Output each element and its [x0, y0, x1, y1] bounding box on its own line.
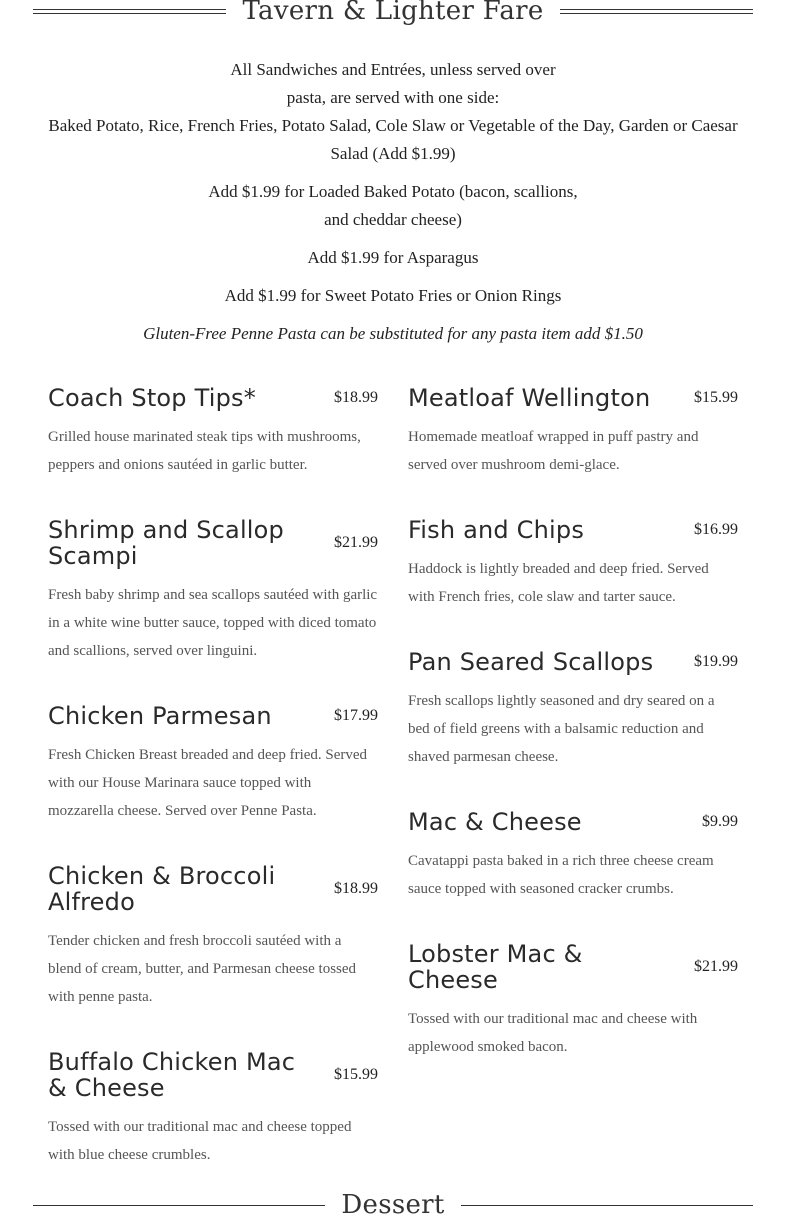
menu-item: [408, 809, 738, 903]
menu-item-header: [408, 649, 738, 675]
sides-list: Baked Potato, Rice, French Fries, Potato Salad, Cole Slaw or Vegetable of the Day, Garden or Caesar Salad (Add $1.99): [48, 116, 738, 163]
section-title: Dessert: [341, 1190, 445, 1220]
section-title: Tavern & Lighter Fare: [242, 0, 544, 26]
menu-item-header: [408, 941, 738, 993]
menu-item-name: Chicken Parmesan: [48, 702, 272, 730]
menu-item-price: $9.99: [702, 813, 738, 830]
menu-item-price: $15.99: [334, 1066, 378, 1083]
menu-item-description: Grilled house marinated steak tips with mushrooms, peppers and onions sautéed in garlic butter.: [48, 429, 361, 473]
menu-item-price: $18.99: [334, 389, 378, 406]
menu-item-description: Tender chicken and fresh broccoli sautéed with a blend of cream, butter, and Parmesan cheese tossed with penne pasta.: [48, 933, 357, 1005]
section-header-tavern: [33, 0, 753, 26]
menu-item-header: [48, 863, 378, 915]
loaded-potato-note: [33, 178, 753, 234]
menu-item-description: Haddock is lightly breaded and deep fried. Served with French fries, cole slaw and tarter sauce.: [408, 561, 709, 605]
menu-item-header: [48, 517, 378, 569]
menu-item-header: [408, 385, 738, 411]
menu-item-header: [48, 703, 378, 729]
menu-item-name: Fish and Chips: [408, 516, 585, 544]
menu-item-header: [48, 1049, 378, 1101]
menu-item-header: [408, 809, 738, 835]
menu-item-description: Tossed with our traditional mac and cheese topped with blue cheese crumbles.: [48, 1119, 352, 1163]
menu-item: [48, 703, 378, 825]
divider-left: [33, 1205, 325, 1206]
menu-item: [48, 385, 378, 479]
menu-item: [408, 385, 738, 479]
menu-item-name: Pan Seared Scallops: [408, 648, 654, 676]
menu-item: [48, 1049, 378, 1169]
divider-right: [560, 9, 753, 14]
menu-item-description: Fresh baby shrimp and sea scallops sautéed with garlic in a white wine butter sauce, topped with diced tomato and scallions, served over linguini.: [48, 587, 378, 659]
menu-item-name: Mac & Cheese: [408, 808, 582, 836]
menu-item-price: $21.99: [334, 534, 378, 551]
asparagus-note: Add $1.99 for Asparagus: [307, 248, 479, 267]
menu-item-name: Chicken & Broccoli Alfredo: [48, 862, 276, 916]
menu-item-description: Fresh scallops lightly seasoned and dry seared on a bed of field greens with a balsamic reduction and shaved parmesan cheese.: [408, 693, 715, 765]
divider-right: [461, 1205, 753, 1206]
menu-item-header: [48, 385, 378, 411]
menu-item-price: $18.99: [334, 880, 378, 897]
loaded-line-2: and cheddar cheese): [324, 210, 462, 229]
gluten-free-note: Gluten-Free Penne Pasta can be substituted for any pasta item add $1.50: [143, 324, 643, 343]
menu-item-description: Cavatappi pasta baked in a rich three cheese cream sauce topped with seasoned cracker crumbs.: [408, 853, 714, 897]
menu-item-description: Tossed with our traditional mac and cheese with applewood smoked bacon.: [408, 1011, 698, 1055]
menu-item-header: [408, 517, 738, 543]
intro-line-2: pasta, are served with one side:: [286, 88, 500, 107]
menu-item-price: $21.99: [694, 958, 738, 975]
menu-item-name: Coach Stop Tips*: [48, 384, 256, 412]
menu-item-price: $19.99: [694, 653, 738, 670]
sides-note: [33, 56, 753, 168]
divider-left: [33, 9, 226, 14]
menu-item-price: $17.99: [334, 707, 378, 724]
menu-item-name: Meatloaf Wellington: [408, 384, 651, 412]
menu-item-price: $15.99: [694, 389, 738, 406]
sweet-potato-note: Add $1.99 for Sweet Potato Fries or Onion Rings: [224, 286, 562, 305]
menu-item-price: $16.99: [694, 521, 738, 538]
menu-item-description: Homemade meatloaf wrapped in puff pastry and served over mushroom demi-glace.: [408, 429, 699, 473]
menu-item: [408, 649, 738, 771]
intro-line-1: All Sandwiches and Entrées, unless served over: [230, 60, 556, 79]
menu-item: [408, 941, 738, 1061]
menu-column-right: [408, 385, 738, 1099]
menu-column-left: [48, 385, 378, 1207]
menu-item-name: Buffalo Chicken Mac & Cheese: [48, 1048, 296, 1102]
menu-item: [48, 863, 378, 1011]
menu-item-name: Shrimp and Scallop Scampi: [48, 516, 284, 570]
menu-item: [48, 517, 378, 665]
sides-info: [33, 56, 753, 358]
menu-item: [408, 517, 738, 611]
loaded-line-1: Add $1.99 for Loaded Baked Potato (bacon, scallions,: [208, 182, 578, 201]
menu-item-name: Lobster Mac & Cheese: [408, 940, 583, 994]
menu-item-description: Fresh Chicken Breast breaded and deep fried. Served with our House Marinara sauce topped with mozzarella cheese. Served over Penne Pasta.: [48, 747, 368, 819]
